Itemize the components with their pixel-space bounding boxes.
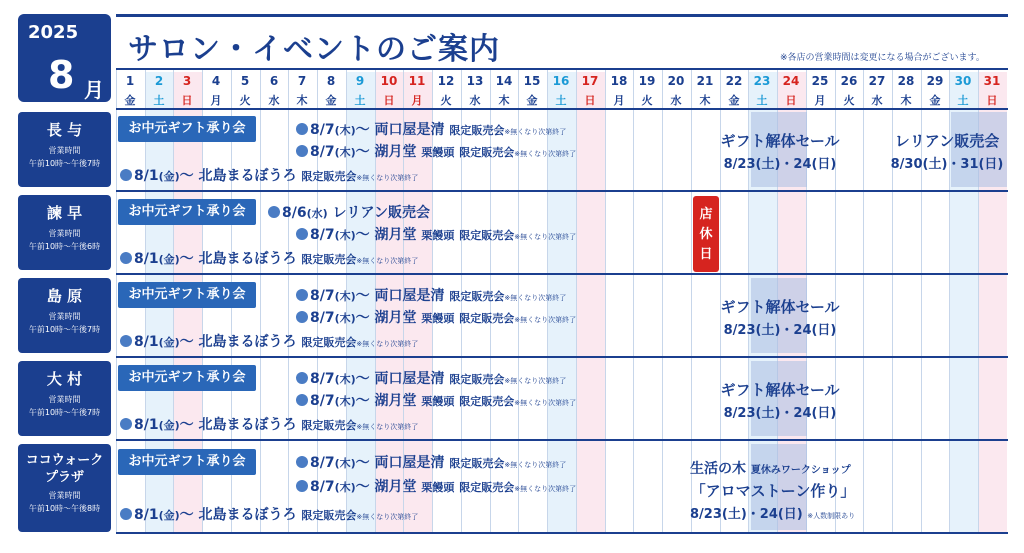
day-number: 12 (437, 74, 455, 88)
weekday-label: 火 (440, 94, 452, 107)
day-number: 17 (581, 74, 599, 88)
gift-banner: お中元ギフト承り会 (118, 449, 256, 475)
event-kitajima: 8/1(金)〜 北島まるぼうろ 限定販売会※無くなり次第終了 (120, 331, 418, 351)
day-column-line (605, 70, 606, 532)
bullet-icon (268, 206, 280, 218)
day-number: 13 (466, 74, 484, 88)
year-label: 2025 (28, 22, 79, 43)
store-hours: 午前10時〜午後7時 (28, 159, 101, 168)
event-kitajima: 8/1(金)〜 北島まるぼうろ 限定販売会※無くなり次第終了 (120, 414, 418, 434)
relian-date: 8/30(土)・31(日) (890, 157, 1004, 172)
weekday-label: 月 (411, 94, 423, 107)
month-unit: 月 (84, 78, 104, 102)
day-number: 31 (983, 74, 1001, 88)
weekday-label: 日 (584, 94, 596, 107)
weekday-label: 月 (613, 94, 625, 107)
event-kosetsu: 8/7(木)〜 湖月堂 栗饅頭 限定販売会※無くなり次第終了 (296, 141, 576, 161)
weekday-label: 金 (526, 94, 538, 107)
day-number: 14 (495, 74, 513, 88)
bullet-icon (296, 311, 308, 323)
weekday-label: 木 (699, 94, 711, 107)
store-hours-label: 営業時間 (48, 146, 81, 155)
weekday-label: 木 (296, 94, 308, 107)
weekday-label: 日 (986, 94, 998, 107)
day-number: 7 (297, 74, 307, 88)
weekday-label: 水 (268, 94, 280, 107)
event-kosetsu: 8/7(木)〜 湖月堂 栗饅頭 限定販売会※無くなり次第終了 (296, 224, 576, 244)
day-number: 19 (638, 74, 656, 88)
day-number: 18 (610, 74, 628, 88)
day-column-line (863, 70, 864, 532)
weekday-label: 水 (871, 94, 883, 107)
bullet-icon (120, 252, 132, 264)
workshop-shop: 生活の木 夏休みワークショップ (690, 461, 851, 477)
weekday-label: 火 (843, 94, 855, 107)
weekday-label: 木 (900, 94, 912, 107)
weekday-label: 月 (814, 94, 826, 107)
day-column-line (116, 70, 117, 532)
day-column-line (662, 70, 663, 532)
bullet-icon (296, 372, 308, 384)
weekday-label: 木 (498, 94, 510, 107)
bullet-icon (296, 228, 308, 240)
workshop-title: 「アロマストーン作り」 (690, 482, 856, 500)
store-hours: 午前10時〜午後6時 (28, 242, 101, 251)
day-number: 1 (125, 74, 135, 88)
event-kawaguchi: 8/7(木)〜 両口屋是清 限定販売会※無くなり次第終了 (296, 119, 566, 139)
event-kitajima: 8/1(金)〜 北島まるぼうろ 限定販売会※無くなり次第終了 (120, 504, 418, 524)
day-column-line (633, 70, 634, 532)
weekday-label: 火 (239, 94, 251, 107)
event-kosetsu: 8/7(木)〜 湖月堂 栗饅頭 限定販売会※無くなり次第終了 (296, 307, 576, 327)
gift-banner: お中元ギフト承り会 (118, 365, 256, 391)
store-shimabara (18, 278, 111, 353)
weekday-label: 日 (383, 94, 395, 107)
event-kawaguchi: 8/7(木)〜 両口屋是清 限定販売会※無くなり次第終了 (296, 368, 566, 388)
store-name: 島 原 (46, 287, 83, 305)
weekday-label: 日 (785, 94, 797, 107)
gift-banner: お中元ギフト承り会 (118, 199, 256, 225)
day-number: 3 (182, 74, 192, 88)
day-column-line (260, 70, 261, 532)
day-number: 21 (696, 74, 714, 88)
day-number: 25 (811, 74, 829, 88)
row-divider (116, 439, 1008, 441)
weekday-label: 水 (469, 94, 481, 107)
workshop-date: 8/23(土)・24(日) ※人数制限あり (690, 507, 856, 522)
hours-note: ※各店の営業時間は変更になる場合がございます。 (780, 53, 985, 63)
day-number: 2 (154, 74, 164, 88)
event-kawaguchi: 8/7(木)〜 両口屋是清 限定販売会※無くなり次第終了 (296, 452, 566, 472)
store-name: 諫 早 (46, 204, 83, 222)
sale-title: ギフト解体セール (720, 381, 840, 399)
event-kitajima: 8/1(金)〜 北島まるぼうろ 限定販売会※無くなり次第終了 (120, 248, 418, 268)
day-column-line (576, 70, 577, 532)
bullet-icon (120, 335, 132, 347)
day-number: 24 (782, 74, 800, 88)
weekday-label: 金 (728, 94, 740, 107)
calendar-header-rule (116, 108, 1008, 110)
day-number: 16 (552, 74, 570, 88)
day-column-shade (576, 72, 605, 532)
store-name: 長 与 (46, 121, 83, 139)
sale-title: ギフト解体セール (720, 298, 840, 316)
store-name: ココウォーク プラザ (25, 453, 104, 485)
event-kitajima: 8/1(金)〜 北島まるぼうろ 限定販売会※無くなり次第終了 (120, 165, 418, 185)
store-hours-label: 営業時間 (48, 312, 81, 321)
event-kosetsu: 8/7(木)〜 湖月堂 栗饅頭 限定販売会※無くなり次第終了 (296, 390, 576, 410)
weekday-label: 土 (756, 94, 768, 107)
top-rule (116, 14, 1008, 17)
gift-banner: お中元ギフト承り会 (118, 282, 256, 308)
month-number: 8 (48, 53, 75, 97)
weekday-label: 土 (153, 94, 165, 107)
store-hours: 午前10時〜午後7時 (28, 408, 101, 417)
row-divider (116, 190, 1008, 192)
day-number: 6 (269, 74, 279, 88)
store-nagayo (18, 112, 111, 187)
day-column-line (288, 70, 289, 532)
store-hours: 午前10時〜午後7時 (28, 325, 101, 334)
bullet-icon (296, 394, 308, 406)
weekday-label: 金 (929, 94, 941, 107)
day-number: 10 (380, 74, 398, 88)
event-kawaguchi: 8/7(木)〜 両口屋是清 限定販売会※無くなり次第終了 (296, 285, 566, 305)
bullet-icon (120, 169, 132, 181)
day-number: 26 (840, 74, 858, 88)
day-number: 5 (240, 74, 250, 88)
gift-banner: お中元ギフト承り会 (118, 116, 256, 142)
month-badge (18, 14, 111, 102)
bullet-icon (296, 145, 308, 157)
day-number: 4 (211, 74, 221, 88)
day-number: 22 (725, 74, 743, 88)
bullet-icon (296, 480, 308, 492)
sale-title: ギフト解体セール (720, 132, 840, 150)
weekday-label: 火 (641, 94, 653, 107)
store-cocowalk (18, 444, 111, 532)
store-hours-label: 営業時間 (48, 229, 81, 238)
store-isahaya (18, 195, 111, 270)
bullet-icon (296, 123, 308, 135)
sale-date: 8/23(土)・24(日) (723, 406, 837, 421)
store-name: 大 村 (46, 370, 83, 388)
sale-date: 8/23(土)・24(日) (723, 323, 837, 338)
bullet-icon (296, 456, 308, 468)
store-omura (18, 361, 111, 436)
weekday-label: 日 (181, 94, 193, 107)
day-number: 29 (926, 74, 944, 88)
store-hours-label: 営業時間 (48, 395, 81, 404)
day-number: 23 (753, 74, 771, 88)
event-kosetsu: 8/7(木)〜 湖月堂 栗饅頭 限定販売会※無くなり次第終了 (296, 476, 576, 496)
day-number: 28 (897, 74, 915, 88)
store-hours: 午前10時〜午後8時 (28, 504, 101, 513)
bullet-icon (120, 418, 132, 430)
row-divider (116, 356, 1008, 358)
store-hours-label: 営業時間 (48, 491, 81, 500)
closed-day-badge: 店 休 日 (693, 196, 719, 272)
row-divider (116, 532, 1008, 534)
weekday-label: 月 (210, 94, 222, 107)
event-relian: 8/6(水) レリアン販売会 (268, 202, 430, 222)
day-number: 27 (868, 74, 886, 88)
relian-title: レリアン販売会 (894, 132, 1000, 150)
day-number: 20 (667, 74, 685, 88)
bullet-icon (296, 289, 308, 301)
day-number: 30 (954, 74, 972, 88)
weekday-label: 金 (124, 94, 136, 107)
day-number: 11 (408, 74, 426, 88)
weekday-label: 土 (957, 94, 969, 107)
day-number: 15 (523, 74, 541, 88)
weekday-label: 金 (325, 94, 337, 107)
weekday-label: 土 (354, 94, 366, 107)
sale-date: 8/23(土)・24(日) (723, 157, 837, 172)
bullet-icon (120, 508, 132, 520)
weekday-label: 土 (555, 94, 567, 107)
weekday-label: 水 (670, 94, 682, 107)
day-number: 8 (326, 74, 336, 88)
row-divider (116, 273, 1008, 275)
calendar-top-rule (116, 68, 1008, 70)
page-title: サロン・イベントのご案内 (128, 32, 500, 67)
day-number: 9 (355, 74, 365, 88)
